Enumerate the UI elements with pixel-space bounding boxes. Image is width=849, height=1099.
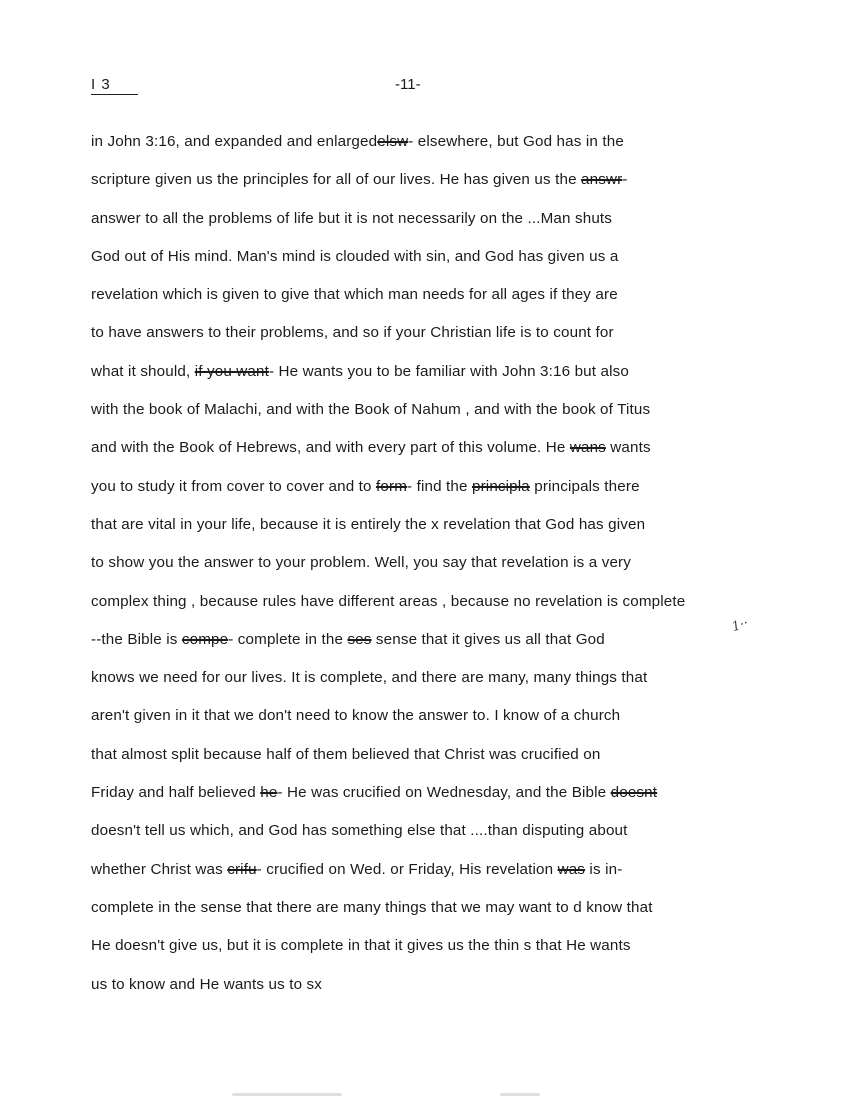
text-segment: principals there [529,477,640,495]
margin-pencil-mark: 1·· [730,615,751,636]
struck-text: he [260,784,278,802]
text-segment: complete in the sense that there are many things that we may want to d know that [91,898,653,916]
text-line [91,473,831,511]
text-segment: - He was crucified on Wednesday, and the Bible [277,784,611,802]
struck-text: answr [581,171,623,189]
text-line [91,664,831,702]
text-line [91,243,831,281]
text-segment: - elsewhere, but God has in the [408,133,624,150]
text-segment: - [622,171,628,189]
text-segment: Friday and half believed [91,784,261,802]
text-line [91,128,831,166]
text-segment: that are vital in your life, because it is entirely the x revelation that God has given [91,515,646,533]
text-segment: doesn't tell us which, and God has something else that ....than disputing about [91,822,628,840]
text-segment: what it should, [91,362,195,380]
text-line [91,626,831,664]
struck-text: if you want [194,362,269,380]
text-segment: knows we need for our lives. It is complete, and there are many, many things that [91,669,648,687]
text-segment: God out of His mind. Man's mind is clouded with sin, and God has given us a [91,247,619,265]
text-line [91,511,831,549]
text-segment: with the book of Malachi, and with the Book of Nahum , and with the book of Titus [91,401,651,419]
scan-smudge [500,1093,540,1096]
struck-text: principla [471,477,530,495]
text-segment: --the Bible is [91,630,182,648]
struck-text: compe [181,630,229,648]
text-segment: - complete in the [228,630,348,648]
text-line [91,779,831,817]
text-segment: - find the [407,477,472,495]
text-line [91,856,831,894]
text-line [91,817,831,855]
text-segment: to show you the answer to your problem. Well, you say that revelation is a very [91,554,632,572]
text-segment: aren't given in it that we don't need to know the answer to. I know of a church [91,707,621,725]
text-line [91,205,831,243]
text-segment: and with the Book of Hebrews, and with every part of this volume. He [91,439,570,457]
text-segment: sense that it gives us all that God [371,630,605,648]
text-line [91,702,831,740]
text-segment: revelation which is given to give that which man needs for all ages if they are [91,286,618,304]
text-line [91,588,831,626]
scan-smudge [232,1093,342,1096]
text-segment: in John 3:16, and expanded and enlarged [91,133,378,150]
struck-text: crifu [227,860,257,878]
text-line [91,434,831,472]
page-number: -11- [395,76,421,93]
text-line [91,166,831,204]
text-line [91,932,831,970]
text-segment: answer to all the problems of life but it is not necessarily on the ...Man shuts [91,209,613,227]
text-segment: - He wants you to be familiar with John 3:16 but also [268,362,629,380]
text-line [91,319,831,357]
text-line [91,281,831,319]
text-segment: is in- [585,860,623,878]
text-segment: that almost split because half of them believed that Christ was crucified on [91,745,601,763]
struck-text: wans [569,439,606,457]
section-reference: I 3 [91,76,138,95]
text-line [91,894,831,932]
text-line [91,741,831,779]
text-segment: wants [605,439,651,457]
page-header [0,76,849,100]
text-line [91,396,831,434]
struck-text: ses [347,630,372,648]
text-segment: - crucified on Wed. or Friday, His revelation [256,860,558,878]
text-segment: whether Christ was [91,860,228,878]
struck-text: doesnt [610,784,658,802]
struck-text: was [557,860,586,878]
text-segment: to have answers to their problems, and so if your Christian life is to count for [91,324,614,342]
text-segment: complex thing , because rules have different areas , because no revelation is complete [91,592,686,610]
text-segment: us to know and He wants us to sx [91,975,323,993]
text-segment: you to study it from cover to cover and to [91,477,377,495]
text-line [91,358,831,396]
text-line [91,549,831,587]
text-segment: scripture given us the principles for all of our lives. He has given us the [91,171,582,189]
struck-text: form [376,477,408,495]
struck-text: elsw [377,133,409,150]
transcript-body [91,128,831,1009]
text-segment: He doesn't give us, but it is complete in that it gives us the thin s that He wants [91,937,631,955]
text-line [91,971,831,1009]
